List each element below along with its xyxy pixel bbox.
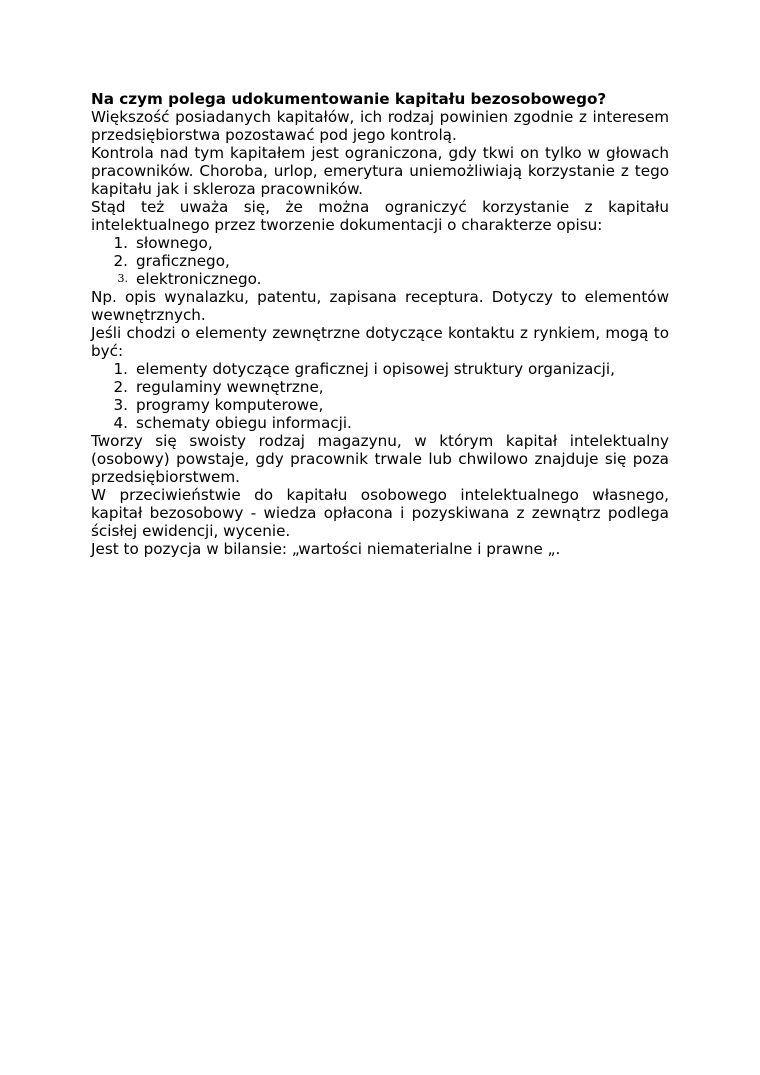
paragraph-8: Jest to pozycja w bilansie: „wartości niematerialne i prawne „. [91,540,561,558]
list-item-text: elementy dotyczące graficznej i opisowej struktury organizacji, [136,360,615,378]
list-item-text: programy komputerowe, [136,396,324,414]
list-item [91,378,669,396]
list-item-number: 3. [113,396,128,414]
list-item [91,414,669,432]
paragraph-1: Większość posiadanych kapitałów, ich rodzaj powinien zgodnie z interesem przedsiębiorstwa pozostawać pod jego kontrolą. [91,108,669,144]
list-item [91,234,669,252]
list-item [91,252,669,270]
document-page [91,90,669,558]
list-item-number: 1. [113,234,128,252]
list-item-text: regulaminy wewnętrzne, [136,378,324,396]
list-item-text: słownego, [136,234,213,252]
paragraph-6: Tworzy się swoisty rodzaj magazynu, w którym kapitał intelektualny (osobowy) powstaje, gdy pracownik trwale lub chwilowo znajduje się poza przedsiębiorstwem. [91,432,669,486]
list-item-number: 1. [113,360,128,378]
paragraph-5: Jeśli chodzi o elementy zewnętrzne dotyczące kontaktu z rynkiem, mogą to być: [91,324,669,360]
list-item-text: schematy obiegu informacji. [136,414,352,432]
documentation-types-list [91,234,669,288]
list-item-number: 2. [113,378,128,396]
paragraph-2: Kontrola nad tym kapitałem jest ograniczona, gdy tkwi on tylko w głowach pracowników. Choroba, urlop, emerytura uniemożliwiają korzystanie z tego kapitału jak i skleroza pracowników. [91,144,669,198]
document-title: Na czym polega udokumentowanie kapitału bezosobowego? [91,90,607,108]
paragraph-3: Stąd też uważa się, że można ograniczyć korzystanie z kapitału intelektualnego przez tworzenie dokumentacji o charakterze opisu: [91,198,669,234]
list-item [91,270,669,288]
list-item [91,396,669,414]
list-item-text: elektronicznego. [136,270,262,288]
list-item-number: 4. [113,414,128,432]
list-item-number: 2. [113,252,128,270]
list-item-number: 3. [117,272,128,285]
external-elements-list [91,360,669,432]
paragraph-4: Np. opis wynalazku, patentu, zapisana receptura. Dotyczy to elementów wewnętrznych. [91,288,669,324]
list-item-text: graficznego, [136,252,230,270]
paragraph-7: W przeciwieństwie do kapitału osobowego intelektualnego własnego, kapitał bezosobowy - wiedza opłacona i pozyskiwana z zewnątrz podlega ścisłej ewidencji, wycenie. [91,486,669,540]
list-item [91,360,669,378]
